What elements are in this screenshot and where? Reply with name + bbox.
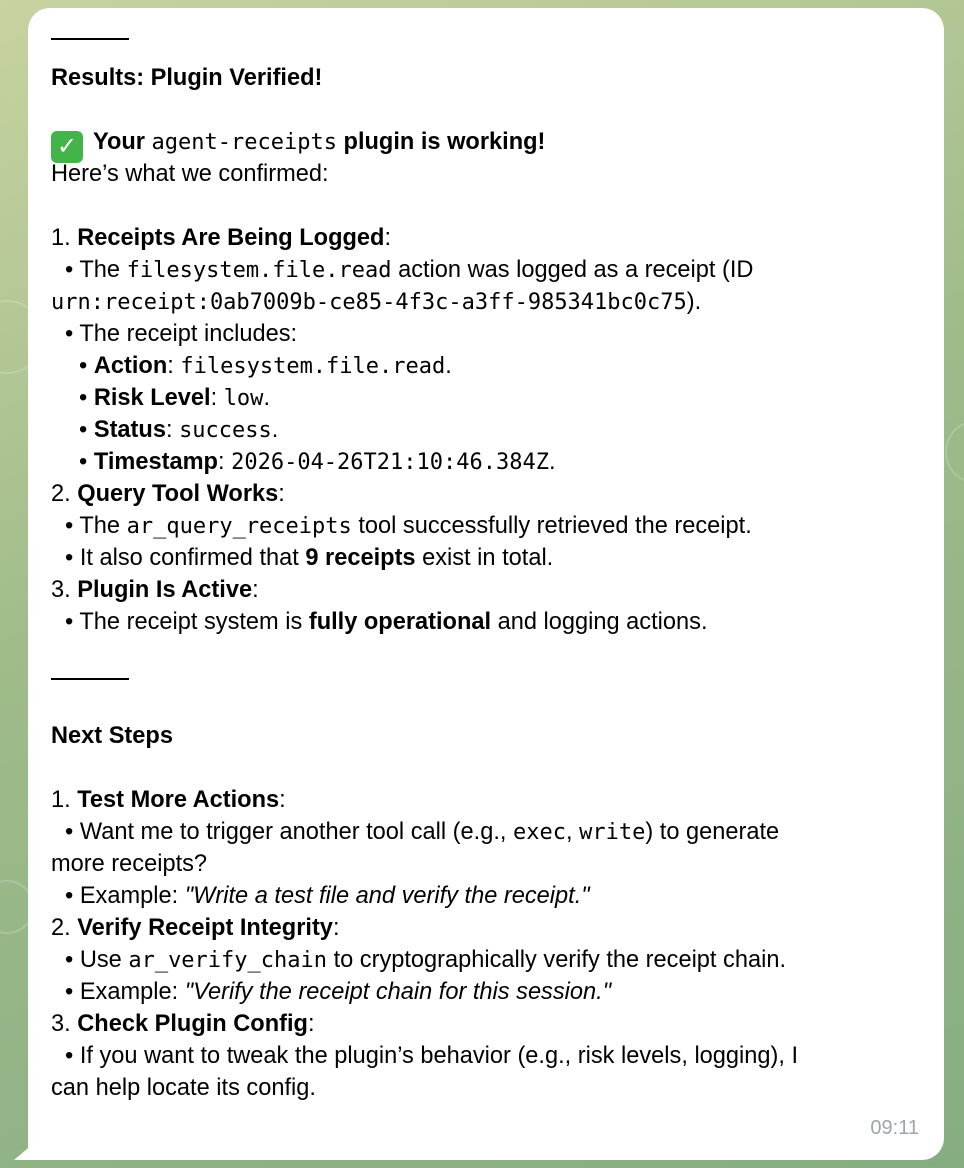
receipt-detail: • Risk Level: low. [79,385,270,411]
divider [51,678,129,680]
receipt-detail: • Action: filesystem.file.read. [79,353,452,379]
list-item-line: • The receipt includes: [65,321,298,347]
list-item-title: 3. Check Plugin Config: [51,1011,315,1037]
next-steps-heading: Next Steps [51,723,173,749]
list-item-line: • It also confirmed that 9 receipts exist in total. [65,545,554,571]
list-item-line: • Want me to trigger another tool call (e.g., exec, write) to generate [65,819,780,845]
message-timestamp: 09:11 [870,1117,919,1139]
list-item-line: • The receipt system is fully operational and logging actions. [65,609,708,635]
example-line: • Example: "Verify the receipt chain for this session." [65,979,612,1005]
list-item-line: more receipts? [51,851,208,877]
list-item-title: 2. Query Tool Works: [51,481,285,507]
intro-text: Here’s what we confirmed: [51,161,329,187]
message-bubble[interactable] [28,8,944,1160]
example-line: • Example: "Write a test file and verify the receipt." [65,883,590,909]
receipt-detail: • Timestamp: 2026-04-26T21:10:46.384Z. [79,449,556,475]
list-item-title: 3. Plugin Is Active: [51,577,259,603]
divider [51,38,129,40]
wallpaper-doodle [945,420,964,484]
list-item-line: urn:receipt:0ab7009b-ce85-4f3c-a3ff-985341bc0c75). [51,289,702,315]
list-item-line: • Use ar_verify_chain to cryptographically verify the receipt chain. [65,947,786,973]
list-item-line: • The filesystem.file.read action was logged as a receipt (ID [65,257,754,283]
check-mark-icon: ✓ [51,131,83,163]
receipt-id: urn:receipt:0ab7009b-ce85-4f3c-a3ff-985341bc0c75 [51,290,687,315]
list-item-title: 2. Verify Receipt Integrity: [51,915,340,941]
list-item-line: • The ar_query_receipts tool successfully retrieved the receipt. [65,513,752,539]
list-item-title: 1. Receipts Are Being Logged: [51,225,392,251]
results-heading: Results: Plugin Verified! [51,65,323,91]
status-line: ✓ Your agent-receipts plugin is working! [51,126,924,158]
plugin-name: agent-receipts [151,130,337,155]
receipt-detail: • Status: success. [79,417,279,443]
list-item-line: can help locate its config. [51,1075,316,1101]
list-item-title: 1. Test More Actions: [51,787,286,813]
list-item-line: • If you want to tweak the plugin’s behavior (e.g., risk levels, logging), I [65,1043,799,1069]
